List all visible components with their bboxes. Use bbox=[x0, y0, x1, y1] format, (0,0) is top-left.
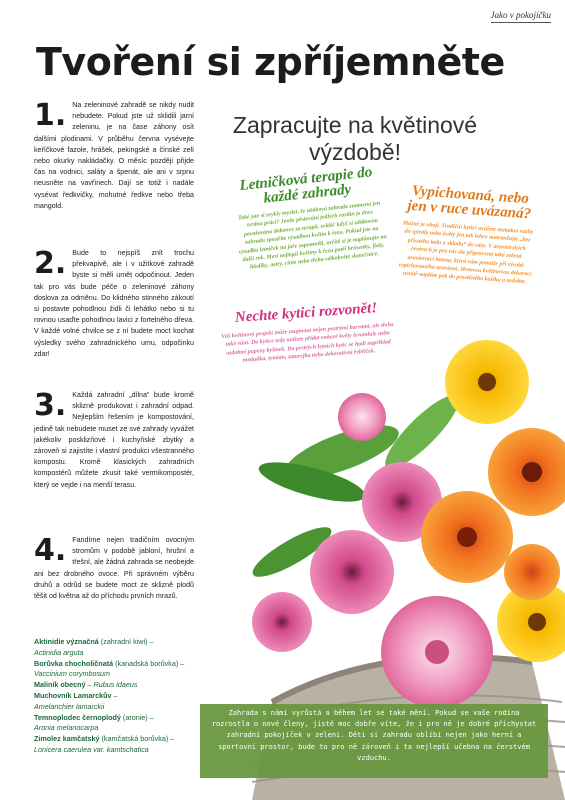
info-box-kids-garden bbox=[200, 704, 548, 778]
tip-box-title: Nechte kytici rozvonět! bbox=[234, 300, 378, 327]
tip-4 bbox=[34, 535, 194, 602]
plant-item bbox=[34, 637, 204, 659]
tip-3 bbox=[34, 390, 194, 491]
page-title: Tvoření si zpříjemněte bbox=[36, 40, 505, 84]
info-box-text: Zahrada s námi vyrůstá a během let se také mění. Pokud se vaše rodina rozrostla o nové členy, jistě moc dobře víte, že i pro ně je dobré přichystat zahradní pokojíček v zeleni. Děti si zahradu oblíbí nejen jako herní a sportovní prostor, bude to pro ně zároveň i ta nejlepší učebna na čerstvém vzduchu. bbox=[211, 709, 537, 762]
tip-box-text: Také jste si zvykly myslet, že užitková zahrada znamená jen tvrdou práci? Jenže pěstování jedlých rostlin je dnes považováno dokonce za terapii, zvlášť když si užitkovou zahradu zpestříte výsadbou květin k řezu. Pokud jste na výsadbu letniček na jaře zapomněli, určitě si je naplánujte na další rok. Mezi nejlepší květiny k řezu patří hrásenky, fialy, hledíky, astry, cínie nebo třeba velkokvěté slunečnice. bbox=[237, 200, 387, 271]
plant-name: Zimolez kamčatský bbox=[34, 734, 100, 744]
plant-common: – bbox=[85, 680, 94, 690]
tip-number: 4. bbox=[34, 533, 67, 568]
plant-item bbox=[34, 680, 204, 691]
tip-number: 2. bbox=[34, 246, 67, 281]
plant-name: Borůvka chocholičnatá bbox=[34, 658, 114, 668]
plant-latin: Aronia melanocarpa bbox=[34, 723, 99, 733]
tip-number: 3. bbox=[34, 388, 67, 423]
plant-name: Aktinidie význačná bbox=[34, 637, 99, 646]
tip-box-title: Vypichovaná, nebo jen v ruce uvázaná? bbox=[406, 183, 532, 223]
tip-box-title: Letničková terapie do každé zahrady bbox=[238, 164, 373, 207]
plant-common: – bbox=[111, 690, 118, 700]
tip-text: Fandíme nejen tradičním ovocným stromům v podobě jabloní, hrušní a třešní, ale žádná zahrada se neobejde ani bez drobného ovoce. Při správném výběru druhů a odrůd se budete moct ze sklizně plodů těšit od května až do příchodu prvních mrazů. bbox=[34, 536, 194, 601]
tip-box-text: Váš květinový projekt může zaujmout nejen pestrými barvami, ale třeba také vůní. Do kytice tedy můžete přidat voňavé květy levandule nebo ozdobné pupeny bylinek. Do pestrých letních kytic se hodí například meduňka, tymián, saturejka nebo dekorativní řebříček. bbox=[220, 321, 394, 364]
plant-list bbox=[34, 637, 204, 756]
tip-1 bbox=[34, 100, 194, 270]
plant-common: (zahradní kiwi) – bbox=[98, 637, 154, 646]
plant-common: (kamčatská borůvka) – bbox=[99, 734, 175, 744]
numbered-tips bbox=[34, 98, 194, 601]
plant-name: Temnoplodec černoplodý bbox=[34, 712, 121, 722]
plant-common: (kanadská borůvka) – bbox=[113, 658, 185, 668]
plant-name: Muchovník Lamarckův bbox=[34, 690, 112, 700]
tip-text: Na zeleninové zahradě se nikdy nudit nebudete. Pokud jste už sklidili jarní zeleninu, je na čase záhony osít dalšími plodinami. V průběhu června vysévejte keříčkové fazole, hrášek, pekingské a čínské zelí nebo okurky nakládačky. O měsíc později přijde čas na vodnici, saláty a špenát, ale ani v srpnu neusněte na vavřínech. Dají se totiž i nadále vysévat ředkvičky, mohutné ředkve nebo třeba mangold. bbox=[34, 101, 194, 210]
section-tag: Jako v pokojíčku bbox=[491, 10, 551, 23]
plant-item bbox=[34, 659, 204, 681]
tip-text: Bude to nejspíš znít trochu překvapivě, ale i v užitkové zahradě byste si měli umět odpočinout. Jeden tak pro vás bude péče o zeleninové záhony doslova za odměnu. Do klidného stinného zákoutí si postavte pohodlnou židli či lehátko nebo si tu rovnou usaďte pohodlnou lavici z fortelného dřeva. V každé volné chvilce se z ní budete moct kochat výsledky svého zahradnického umu, odpočinku zdar! bbox=[34, 249, 194, 358]
tip-box-text: Možné je obojí. Tradiční kytici uvážete metodou vazby do spirály nebo květy jen tak lehce naaranžujte „bez přísného ladu a skladu“ do vázy. V aranžérských centrech je pro vás ale připravená také zelená aranžovací hmota, která vám pomůže při výrobě vypichovaného aranžmá. Hotovou květinovou dekoraci uvnitř naplňte pak do prostěného košíku a ozdobte. bbox=[398, 220, 534, 286]
tip-number: 1. bbox=[34, 98, 67, 133]
plant-item bbox=[34, 734, 204, 756]
plant-item bbox=[34, 713, 204, 735]
tip-text: Každá zahradní „dílna“ bude kromě sklizně produkovat i zahradní odpad. Nejlepším řešením je kompostování, jedině tak nebudete muset ze své zahrady vyvážet jakékoliv posklizňové i kuchyňské zbytky a zároveň si zajistíte i vlastní produkci všestranného kompostu. Kromě klasických zahradních kompostérů můžete zkusit také vermikompostér, který se vejde i na menší terasu. bbox=[34, 391, 194, 489]
plant-latin: Amelanchier lamarckii bbox=[34, 701, 105, 711]
plant-latin: Vaccinium corymbosum bbox=[34, 669, 111, 679]
plant-name: Maliník obecný bbox=[34, 680, 86, 690]
section-heading: Zapracujte na květinové výzdobě! bbox=[232, 112, 478, 165]
tip-box-bouquet bbox=[397, 183, 538, 287]
plant-latin: Rubus idaeus bbox=[93, 680, 138, 690]
plant-item bbox=[34, 691, 204, 713]
plant-latin: Lonicera caerulea var. kamtschatica bbox=[34, 744, 149, 754]
plant-common: (aronie) – bbox=[120, 712, 154, 722]
tip-box-annual-therapy bbox=[231, 164, 390, 273]
tip-2 bbox=[34, 248, 194, 360]
plant-latin: Actinidia arguta bbox=[34, 647, 84, 657]
